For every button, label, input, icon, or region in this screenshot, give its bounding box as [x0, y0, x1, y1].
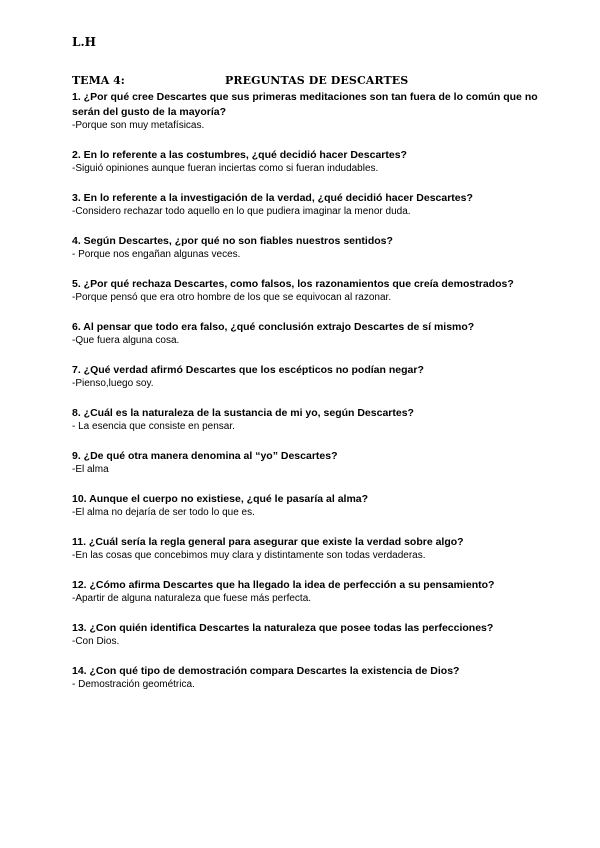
answer: - La esencia que consiste en pensar. [72, 421, 235, 432]
qa-item-13 [72, 621, 542, 650]
answer: -Con Dios. [72, 636, 120, 647]
answer: - Porque nos engañan algunas veces. [72, 249, 241, 260]
answer: -Que fuera alguna cosa. [72, 335, 180, 346]
document-title: PREGUNTAS DE DESCARTES [225, 74, 409, 87]
qa-item-3 [72, 191, 542, 220]
question: 1. ¿Por qué cree Descartes que sus primeras meditaciones son tan fuera de lo común que no serán del gusto de la mayoría? [72, 91, 538, 118]
answer: -Apartir de alguna naturaleza que fuese más perfecta. [72, 593, 312, 604]
question: 12. ¿Cómo afirma Descartes que ha llegado la idea de perfección a su pensamiento? [72, 578, 495, 591]
answer: -En las cosas que concebimos muy clara y distintamente son todas verdaderas. [72, 550, 426, 561]
question: 7. ¿Qué verdad afirmó Descartes que los escépticos no podían negar? [72, 363, 424, 376]
question: 11. ¿Cuál sería la regla general para asegurar que existe la verdad sobre algo? [72, 535, 464, 548]
qa-item-6 [72, 320, 542, 349]
question: 9. ¿De qué otra manera denomina al “yo” Descartes? [72, 449, 338, 462]
qa-item-7 [72, 363, 542, 392]
question: 14. ¿Con qué tipo de demostración compara Descartes la existencia de Dios? [72, 664, 460, 677]
question: 8. ¿Cuál es la naturaleza de la sustancia de mi yo, según Descartes? [72, 406, 414, 419]
question-list [72, 90, 542, 693]
question: 13. ¿Con quién identifica Descartes la naturaleza que posee todas las perfecciones? [72, 621, 494, 634]
qa-item-4 [72, 234, 542, 263]
qa-item-5 [72, 277, 542, 306]
question: 5. ¿Por qué rechaza Descartes, como falsos, los razonamientos que creía demostrados? [72, 277, 514, 290]
qa-item-12 [72, 578, 542, 607]
author-initials: L.H [72, 35, 96, 49]
answer: -Porque son muy metafísicas. [72, 120, 205, 131]
topic-label: TEMA 4: [72, 74, 125, 87]
answer: -Porque pensó que era otro hombre de los que se equivocan al razonar. [72, 292, 392, 303]
qa-item-2 [72, 148, 542, 177]
question: 4. Según Descartes, ¿por qué no son fiables nuestros sentidos? [72, 234, 393, 247]
qa-item-11 [72, 535, 542, 564]
answer: -Considero rechazar todo aquello en lo que pudiera imaginar la menor duda. [72, 206, 411, 217]
qa-item-14 [72, 664, 542, 693]
question: 2. En lo referente a las costumbres, ¿qué decidió hacer Descartes? [72, 148, 407, 161]
question: 10. Aunque el cuerpo no existiese, ¿qué le pasaría al alma? [72, 492, 369, 505]
answer: - Demostración geométrica. [72, 679, 195, 690]
answer: -Pienso,luego soy. [72, 378, 154, 389]
answer: -El alma no dejaría de ser todo lo que es. [72, 507, 255, 518]
answer: -El alma [72, 464, 109, 475]
qa-item-9 [72, 449, 542, 478]
qa-item-8 [72, 406, 542, 435]
answer: -Siguió opiniones aunque fueran inciertas como si fueran indudables. [72, 163, 379, 174]
question: 6. Al pensar que todo era falso, ¿qué conclusión extrajo Descartes de sí mismo? [72, 320, 475, 333]
question: 3. En lo referente a la investigación de la verdad, ¿qué decidió hacer Descartes? [72, 191, 473, 204]
qa-item-1 [72, 90, 542, 134]
qa-item-10 [72, 492, 542, 521]
